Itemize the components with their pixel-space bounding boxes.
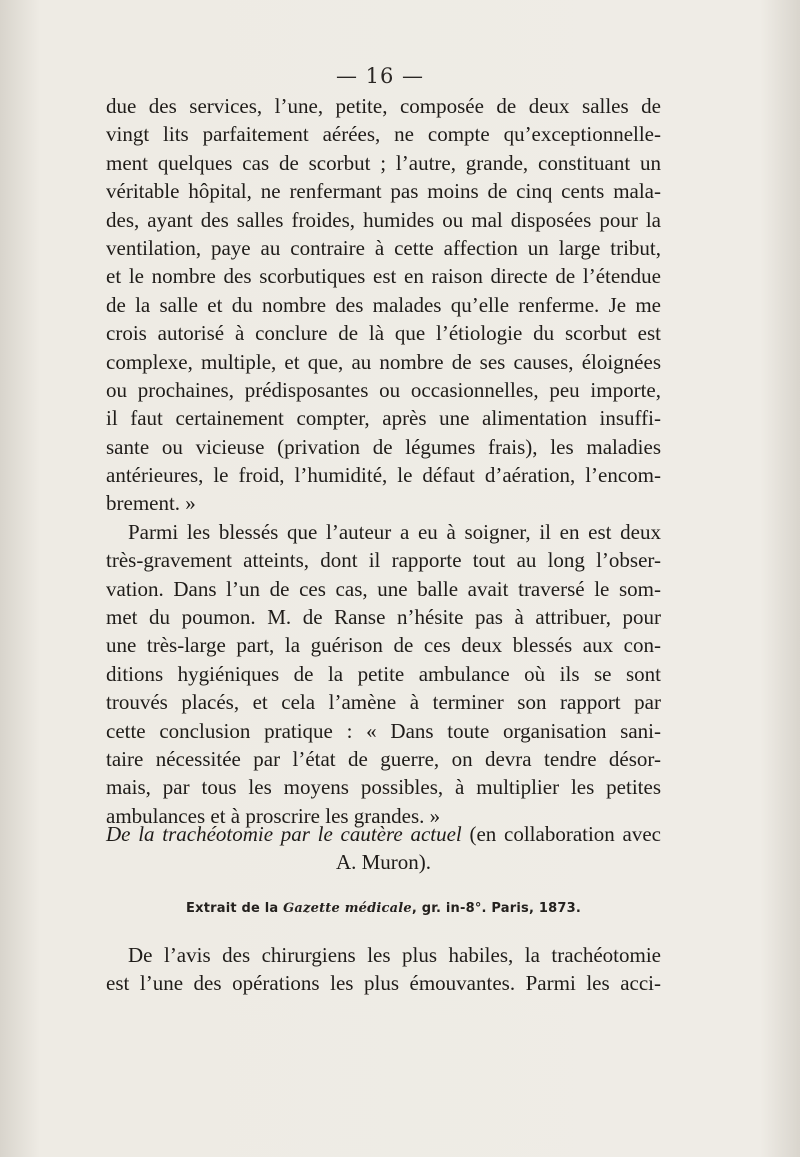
title-italic: De la trachéotomie par le cautère actuel bbox=[106, 822, 462, 846]
text-line: taire nécessitée par l’état de guerre, on devra tendre désor- bbox=[106, 746, 661, 771]
text-line: cette conclusion pratique : « Dans toute organisation sani- bbox=[106, 718, 661, 743]
text-line: une très-large part, la guérison de ces deux blessés aux con- bbox=[106, 633, 661, 658]
source-citation bbox=[106, 901, 661, 916]
text-line: mais, par tous les moyens possibles, à multiplier les petites bbox=[106, 775, 661, 800]
text-line: antérieures, le froid, l’humidité, le défaut d’aération, l’encom- bbox=[106, 463, 661, 488]
extract-prefix: Extrait de la bbox=[186, 901, 284, 916]
text-line: sante ou vicieuse (privation de légumes frais), les maladies bbox=[106, 434, 661, 459]
text-line: de la salle et du nombre des malades qu’elle renferme. Je me bbox=[106, 292, 661, 317]
text-line: ment quelques cas de scorbut ; l’autre, grande, constituant un bbox=[106, 150, 661, 175]
page-number: — 16 — bbox=[335, 64, 425, 88]
title-rest: (en collaboration avec bbox=[461, 822, 661, 846]
text-line: vingt lits parfaitement aérées, ne compte qu’exceptionnelle- bbox=[106, 122, 661, 147]
extract-suffix: , gr. in-8°. Paris, 1873. bbox=[411, 901, 581, 916]
text-line: brement. » bbox=[106, 491, 196, 516]
section-title bbox=[106, 820, 661, 877]
text-line: est l’une des opérations les plus émouvantes. Parmi les acci- bbox=[106, 971, 661, 996]
text-line: ou prochaines, prédisposantes ou occasionnelles, peu importe, bbox=[106, 377, 661, 402]
text-line: complexe, multiple, et que, au nombre de ses causes, éloignées bbox=[106, 349, 661, 374]
text-line: des, ayant des salles froides, humides ou mal disposées pour la bbox=[106, 207, 661, 232]
journal-name: Gazette médicale bbox=[283, 901, 412, 916]
text-line: due des services, l’une, petite, composée de deux salles de bbox=[106, 94, 661, 118]
text-line: ventilation, paye au contraire à cette affection un large tribut, bbox=[106, 235, 661, 260]
body-text bbox=[106, 92, 661, 830]
title-line bbox=[106, 820, 661, 848]
closing-paragraph bbox=[106, 941, 661, 998]
text-line: véritable hôpital, ne renfermant pas moins de cinq cents mala- bbox=[106, 179, 661, 204]
text-line: et le nombre des scorbutiques est en raison directe de l’étendue bbox=[106, 264, 661, 289]
title-line-2: A. Muron). bbox=[335, 850, 432, 875]
text-line: De l’avis des chirurgiens les plus habiles, la trachéotomie bbox=[128, 943, 661, 967]
text-line: crois autorisé à conclure de là que l’étiologie du scorbut est bbox=[106, 321, 661, 346]
text-line: il faut certainement compter, après une alimentation insuffi- bbox=[106, 406, 661, 431]
text-line: ditions hygiéniques de la petite ambulance où ils se sont bbox=[106, 661, 661, 686]
text-line: met du poumon. M. de Ranse n’hésite pas à attribuer, pour bbox=[106, 605, 661, 630]
text-line: très-gravement atteints, dont il rapporte tout au long l’obser- bbox=[106, 548, 661, 573]
text-line: vation. Dans l’un de ces cas, une balle avait traversé le som- bbox=[106, 576, 661, 601]
text-line: ambulances et à proscrire les grandes. » bbox=[106, 803, 441, 828]
text-line: trouvés placés, et cela l’amène à terminer son rapport par bbox=[106, 690, 661, 715]
text-line: Parmi les blessés que l’auteur a eu à soigner, il en est deux bbox=[128, 519, 661, 544]
